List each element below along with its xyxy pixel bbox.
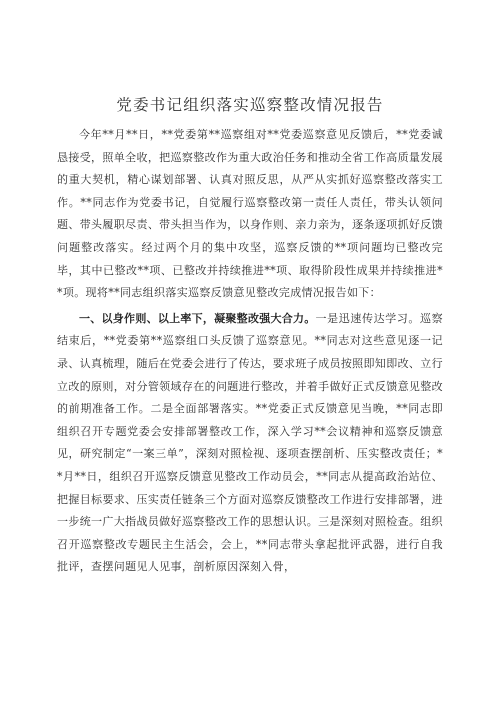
paragraph-section-one (57, 308, 443, 579)
section-heading: 一、以身作则、以上率下，凝聚整改强大合力。 (79, 311, 316, 325)
document-body (57, 124, 443, 579)
paragraph-text: 一是迅速传达学习。巡察结束后，**党委第**巡察组口头反馈了巡察意见。**同志对这些意见逐一记录、认真梳理，随后在党委会进行了传达，要求班子成员按照即知即改、立行立改的原则，对分管领域存在的问题进行整改，并着手做好正式反馈意见整改的前期准备工作。二是全面部署落实。**党委正式反馈意见当晚，**同志即组织召开专题党委会安排部署整改工作，深入学习**会议精神和巡察反馈意见，研究制定“一案三单”，深刻对照检视、逐项查摆剖析、压实整改责任；**月**日，组织召开巡察反馈意见整改工作动员会，**同志从提高政治站位、把握目标要求、压实责任链条三个方面对巡察反馈整改工作进行安排部署，进一步统一广大指战员做好巡察整改工作的思想认识。三是深刻对照检查。组织召开巡察整改专题民主生活会，会上，**同志带头拿起批评武器，进行自我批评，查摆问题见人见事，剖析原因深刻入骨， (57, 311, 443, 574)
document-title: 党委书记组织落实巡察整改情况报告 (116, 96, 384, 114)
paragraph-intro (57, 124, 443, 305)
paragraph-text: 今年**月**日，**党委第**巡察组对**党委巡察意见反馈后，**党委诚恳接受，照单全收，把巡察整改作为重大政治任务和推动全省工作高质量发展的重大契机，精心谋划部署、认真对照反思，从严从实抓好巡察整改落实工作。**同志作为党委书记，自觉履行巡察整改第一责任人责任，带头认领问题、带头履职尽责、带头担当作为，以身作则、亲力亲为，逐条逐项抓好反馈问题整改落实。经过两个月的集中攻坚，巡察反馈的**项问题均已整改完毕，其中已整改**项、已整改并持续推进**项、取得阶段性成果并持续推进**项。现将**同志组织落实巡察反馈意见整改完成情况报告如下： (57, 128, 443, 300)
